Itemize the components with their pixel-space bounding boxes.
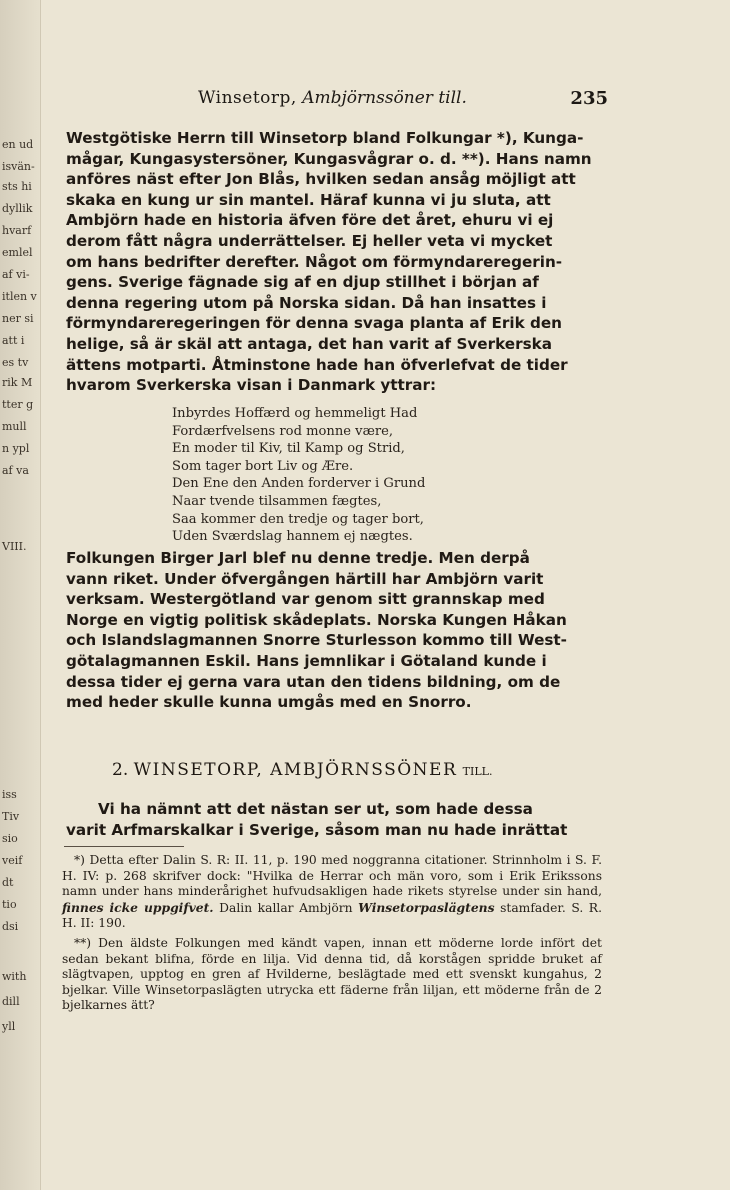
verse-line: Den Ene den Anden forderver i Grund xyxy=(172,476,426,492)
header-title: Winsetorp, xyxy=(198,88,297,108)
margin-fragment: mull xyxy=(2,420,27,433)
text-line: Vi ha nämnt att det nästan ser ut, som hade dessa xyxy=(98,800,533,818)
text-line: Folkungen Birger Jarl blef nu denne tredje. Men derpå xyxy=(66,549,530,567)
margin-fragment: af vi- xyxy=(2,268,30,281)
margin-fragment: sts hi xyxy=(2,180,32,193)
text-line: derom fått några underrättelser. Ej heller veta vi mycket xyxy=(66,231,553,250)
margin-fragment: itlen v xyxy=(2,290,37,303)
text-line: gens. Sverige fägnade sig af en djup stillhet i början af xyxy=(66,273,539,292)
text-line: Ambjörn hade en historia äfven före det året, ehuru vi ej xyxy=(66,211,554,230)
section-title: WINSETORP, AMBJÖRNSSÖNER xyxy=(133,760,458,780)
text-line: förmyndareregeringen för denna svaga planta af Erik den xyxy=(66,314,562,333)
page-number: 235 xyxy=(570,88,608,109)
section-number: 2. xyxy=(112,760,129,780)
text-line: helige, så är skäl att antaga, det han varit af Sverkerska xyxy=(66,334,552,353)
margin-fragment: yll xyxy=(2,1020,16,1033)
text-line: om hans bedrifter derefter. Något om förmyndareregerin- xyxy=(66,252,563,271)
margin-fragment: Tiv xyxy=(2,810,20,823)
quoted-verse xyxy=(172,405,552,546)
text-line: dessa tider ej gerna vara utan den tidens bildning, om de xyxy=(66,672,561,691)
text-line: och Islandslagmannen Snorre Sturlesson kommo till West- xyxy=(66,631,567,650)
margin-fragment: dyllik xyxy=(2,202,33,215)
footnote-rule xyxy=(64,846,184,847)
adjacent-page-margin xyxy=(0,0,41,1190)
running-header xyxy=(198,88,608,108)
footnote-text: stamfader. S. R. H. II: 190. xyxy=(62,900,602,931)
text-line: denna regering utom på Norska sidan. Då han insattes i xyxy=(66,293,547,312)
margin-fragment: ner si xyxy=(2,312,34,325)
margin-fragment: n ypl xyxy=(2,442,30,455)
footnotes xyxy=(62,853,602,1016)
paragraph-2 xyxy=(66,548,602,713)
paragraph-1 xyxy=(66,128,602,396)
margin-fragment: af va xyxy=(2,464,29,477)
margin-fragment: emlel xyxy=(2,246,33,259)
margin-fragment: tter g xyxy=(2,398,34,411)
verse-line: En moder til Kiv, til Kamp og Strid, xyxy=(172,441,405,457)
text-line: ättens motparti. Åtminstone hade han öfverlefvat de tider xyxy=(66,355,568,374)
margin-fragment: dill xyxy=(2,995,20,1008)
text-line: varit Arfmarskalkar i Sverige, såsom man nu hade inrättat xyxy=(66,820,568,839)
verse-line: Saa kommer den tredje og tager bort, xyxy=(172,511,424,527)
verse-line: Uden Sværdslag hannem ej nægtes. xyxy=(172,529,413,545)
text-line: skaka en kung ur sin mantel. Häraf kunna vi ju sluta, att xyxy=(66,190,551,209)
footnote-text: Dalin kallar Ambjörn xyxy=(219,900,353,915)
text-line: götalagmannen Eskil. Hans jemnlikar i Götaland kunde i xyxy=(66,651,547,670)
text-line: med heder skulle kunna umgås med en Snorro. xyxy=(66,693,472,712)
margin-fragment: tio xyxy=(2,898,17,911)
verse-line: Fordærfvelsens rod monne være, xyxy=(172,423,394,439)
footnote-emphasis: Winsetorpaslägtens xyxy=(358,899,495,915)
verse-line: Som tager bort Liv og Ære. xyxy=(172,458,354,474)
text-line: Norge en vigtig politisk skådeplats. Norska Kungen Håkan xyxy=(66,610,567,629)
section-suffix: TILL. xyxy=(462,765,493,778)
margin-fragment: dt xyxy=(2,876,14,889)
text-line: Westgötiske Herrn till Winsetorp bland Folkungar *), Kunga- xyxy=(66,129,584,147)
margin-fragment: dsi xyxy=(2,920,19,933)
footnote-1 xyxy=(62,853,602,932)
text-line: anföres näst efter Jon Blås, hvilken sedan ansåg möjligt att xyxy=(66,170,576,189)
margin-fragment: iss xyxy=(2,788,17,801)
verse-line: Inbyrdes Hoffærd og hemmeligt Had xyxy=(172,406,418,421)
footnote-emphasis: finnes icke uppgifvet. xyxy=(62,899,214,915)
margin-fragment: att i xyxy=(2,334,25,347)
margin-fragment: hvarf xyxy=(2,224,32,237)
text-line: mågar, Kungasystersöner, Kungasvågrar o. d. **). Hans namn xyxy=(66,149,592,168)
margin-fragment: with xyxy=(2,970,27,983)
paragraph-3 xyxy=(66,799,602,840)
footnote-2: **) Den äldste Folkungen med kändt vapen, innan ett möderne lorde infört det sedan bekant blifna, förde en lilja. Vid denna tid, då korstågen spridde bruket af slägtvapen, upptog en gren af Hvilderne, beslägtade med ett svenskt kungahus, 2 bjelkar. Ville Winsetorpaslägten utrycka ett fäderne från liljan, ett möderne från de 2 bjelkarnes ätt? xyxy=(62,935,602,1013)
margin-fragment: VIII. xyxy=(2,540,27,553)
header-subtitle: Ambjörnssöner till. xyxy=(302,88,467,108)
section-heading xyxy=(112,760,562,780)
margin-fragment: sio xyxy=(2,832,18,845)
margin-fragment: veif xyxy=(2,854,23,867)
margin-fragment: en ud xyxy=(2,138,34,151)
verse-line: Naar tvende tilsammen fægtes, xyxy=(172,493,382,509)
footnote-text: *) Detta efter Dalin S. R: II. 11, p. 190 med noggranna citationer. Strinnholm i S. F. H. IV: p. 268 skrifver dock: "Hvilka de Herrar och män voro, som i Erik Erikssons namn under hans minderårighet hufvudsakligen hade rikets styrelse under sin hand, xyxy=(62,853,602,899)
text-line: verksam. Westergötland var genom sitt grannskap med xyxy=(66,590,545,609)
margin-fragment: isvän- xyxy=(2,160,35,173)
text-line: hvarom Sverkerska visan i Danmark yttrar: xyxy=(66,376,437,395)
margin-fragment: es tv xyxy=(2,356,29,369)
margin-fragment: rik M xyxy=(2,376,33,389)
text-line: vann riket. Under öfvergången härtill har Ambjörn varit xyxy=(66,569,544,588)
